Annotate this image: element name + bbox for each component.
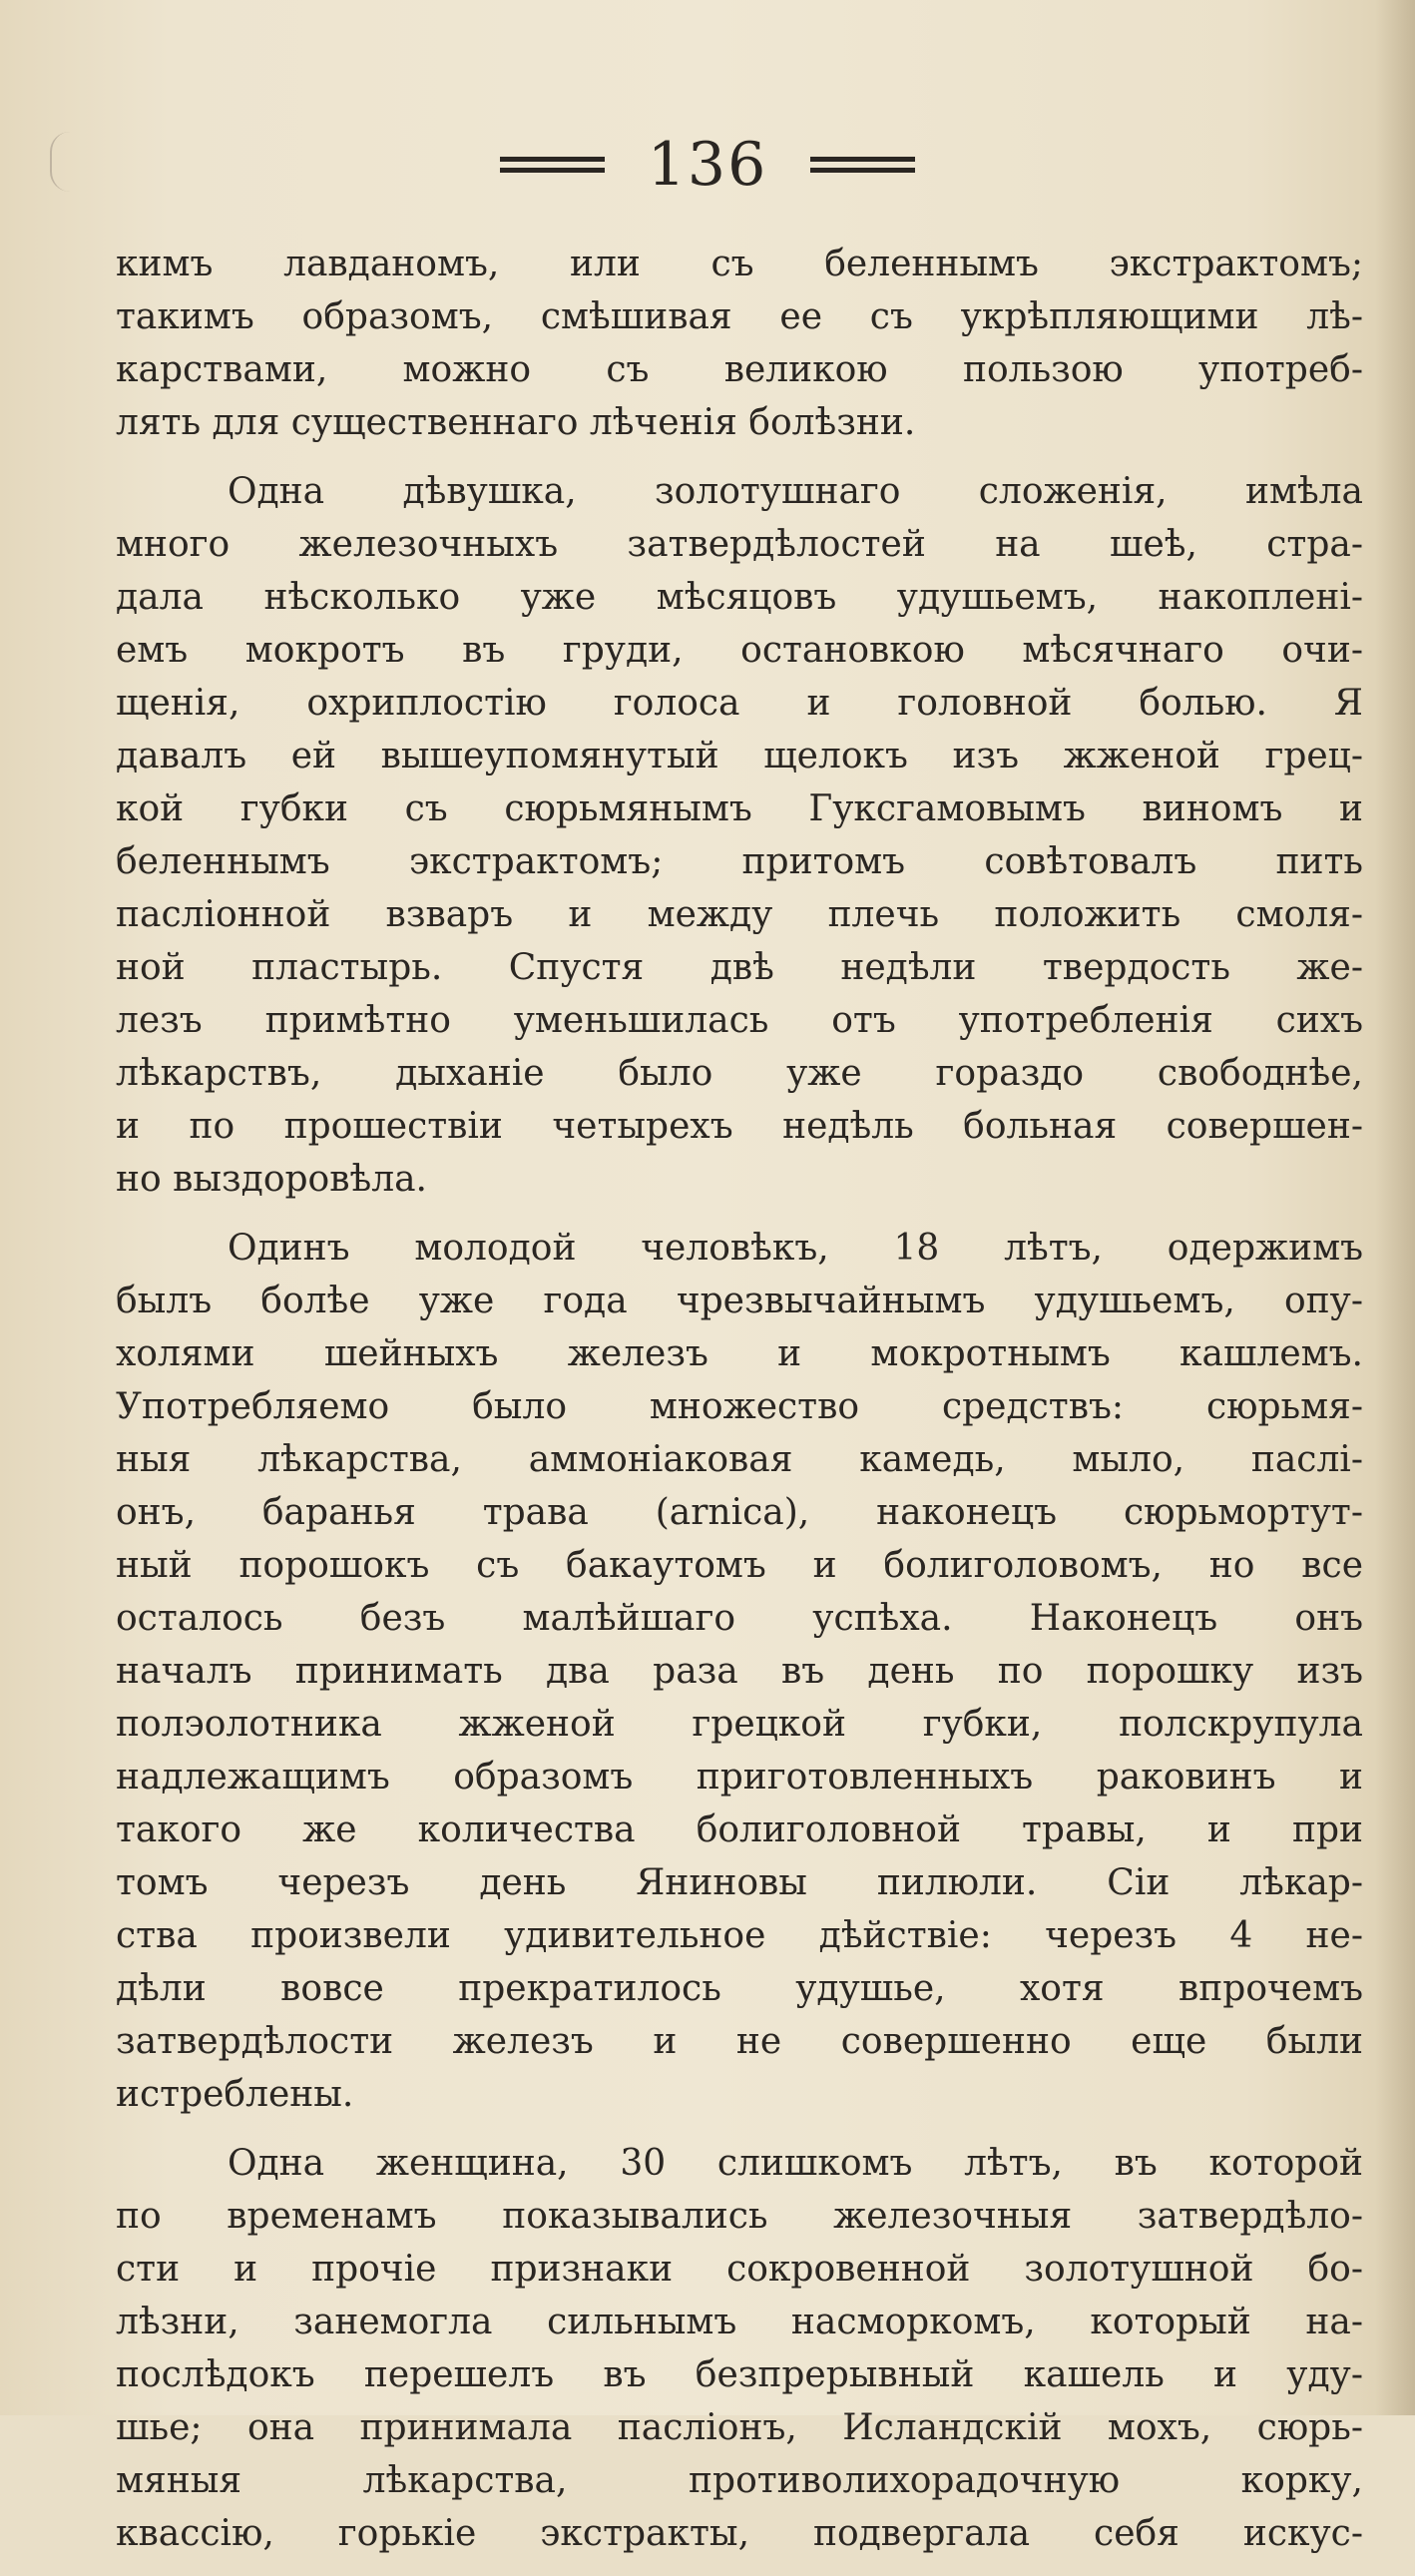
text-line: много железочныхъ затвердѣлостей на шеѣ, стра- [116, 524, 1363, 565]
text-line: карствами, можно съ великою пользою употреб- [116, 349, 1363, 390]
page-header [0, 130, 1415, 200]
text-line: дѣли вовсе прекратилось удушье, хотя впрочемъ [116, 1968, 1363, 2009]
paragraph-4 [116, 2137, 1363, 2560]
text-line: ныя лѣкарства, аммоніаковая камедь, мыло, паслі- [116, 1439, 1363, 1480]
text-line: Одинъ молодой человѣкъ, 18 лѣтъ, одержимъ [228, 1228, 1363, 1269]
paragraph-1 [116, 238, 1363, 449]
paragraph-2 [116, 465, 1363, 1206]
text-line: полэолотника жженой грецкой губки, полскрупула [116, 1704, 1363, 1745]
text-line: по временамъ показывались железочныя затвердѣло- [116, 2196, 1363, 2237]
text-line: онъ, баранья трава (arnica), наконецъ сюрьмортут- [116, 1492, 1363, 1533]
text-line: послѣдокъ перешелъ въ безпрерывный кашель и уду- [116, 2354, 1363, 2395]
text-line: лѣкарствъ, дыханіе было уже гораздо свободнѣе, [116, 1053, 1363, 1094]
text-line: Одна дѣвушка, золотушнаго сложенія, имѣла [228, 471, 1363, 512]
text-line: холями шейныхъ железъ и мокротнымъ кашлемъ. [116, 1333, 1363, 1374]
text-line: паслiонной взваръ и между плечь положить смоля- [116, 894, 1363, 935]
text-line: кимъ лавданомъ, или съ беленнымъ экстрактомъ; [116, 244, 1363, 284]
text-line: Одна женщина, 30 слишкомъ лѣтъ, въ которой [228, 2143, 1363, 2184]
header-rule-right [810, 151, 915, 179]
text-line: осталось безъ малѣйшаго успѣха. Наконецъ онъ [116, 1598, 1363, 1639]
text-line: ной пластырь. Спустя двѣ недѣли твердость же- [116, 947, 1363, 988]
text-line: лять для существеннаго лѣченія болѣзни. [116, 402, 916, 443]
text-line: затвердѣлости железъ и не совершенно еще были [116, 2021, 1363, 2062]
text-line: щенія, охриплостію голоса и головной болью. Я [116, 683, 1363, 724]
text-line: лѣзни, занемогла сильнымъ насморкомъ, который на- [116, 2302, 1363, 2342]
text-line: былъ болѣе уже года чрезвычайнымъ удушьемъ, опу- [116, 1281, 1363, 1321]
page-number: 136 [647, 130, 768, 200]
body-text [116, 238, 1363, 2576]
text-line: такимъ образомъ, смѣшивая ее съ укрѣпляющими лѣ- [116, 296, 1363, 337]
text-line: Употребляемо было множество средствъ: сюрьмя- [116, 1386, 1363, 1427]
text-line: беленнымъ экстрактомъ; притомъ совѣтовалъ пить [116, 841, 1363, 882]
text-line: сти и прочіе признаки сокровенной золотушной бо- [116, 2249, 1363, 2290]
header-rule-left [500, 151, 605, 179]
text-line: кой губки съ сюрьмянымъ Гуксгамовымъ виномъ и [116, 788, 1363, 829]
text-line: шье; она принимала паслiонъ, Исландскій мохъ, сюрь- [116, 2407, 1363, 2448]
text-line: мяныя лѣкарства, противолихорадочную корку, [116, 2460, 1363, 2501]
text-line: истреблены. [116, 2074, 354, 2115]
paragraph-3 [116, 1222, 1363, 2121]
text-line: надлежащимъ образомъ приготовленныхъ раковинъ и [116, 1757, 1363, 1798]
text-line: томъ черезъ день Яниновы пилюли. Сіи лѣкар- [116, 1862, 1363, 1903]
text-line: давалъ ей вышеупомянутый щелокъ изъ жженой грец- [116, 736, 1363, 776]
text-line: дала нѣсколько уже мѣсяцовъ удушьемъ, накопленi- [116, 577, 1363, 618]
text-line: и по прошествіи четырехъ недѣль больная совершен- [116, 1106, 1363, 1147]
text-line: ства произвели удивительное дѣйствіе: черезъ 4 не- [116, 1915, 1363, 1956]
text-line: ный порошокъ съ бакаутомъ и болиголовомъ, но все [116, 1545, 1363, 1586]
text-line: началъ принимать два раза въ день по порошку изъ [116, 1651, 1363, 1692]
text-line: квассію, горькiе экстракты, подвергала себя искус- [116, 2513, 1363, 2554]
text-line: емъ мокротъ въ груди, остановкою мѣсячнаго очи- [116, 630, 1363, 671]
page-edge-shadow [1375, 0, 1415, 2415]
text-line: но выздоровѣла. [116, 1159, 427, 1200]
text-line: лезъ примѣтно уменьшилась отъ употребленія сихъ [116, 1000, 1363, 1041]
text-line: такого же количества болиголовной травы, и при [116, 1809, 1363, 1850]
